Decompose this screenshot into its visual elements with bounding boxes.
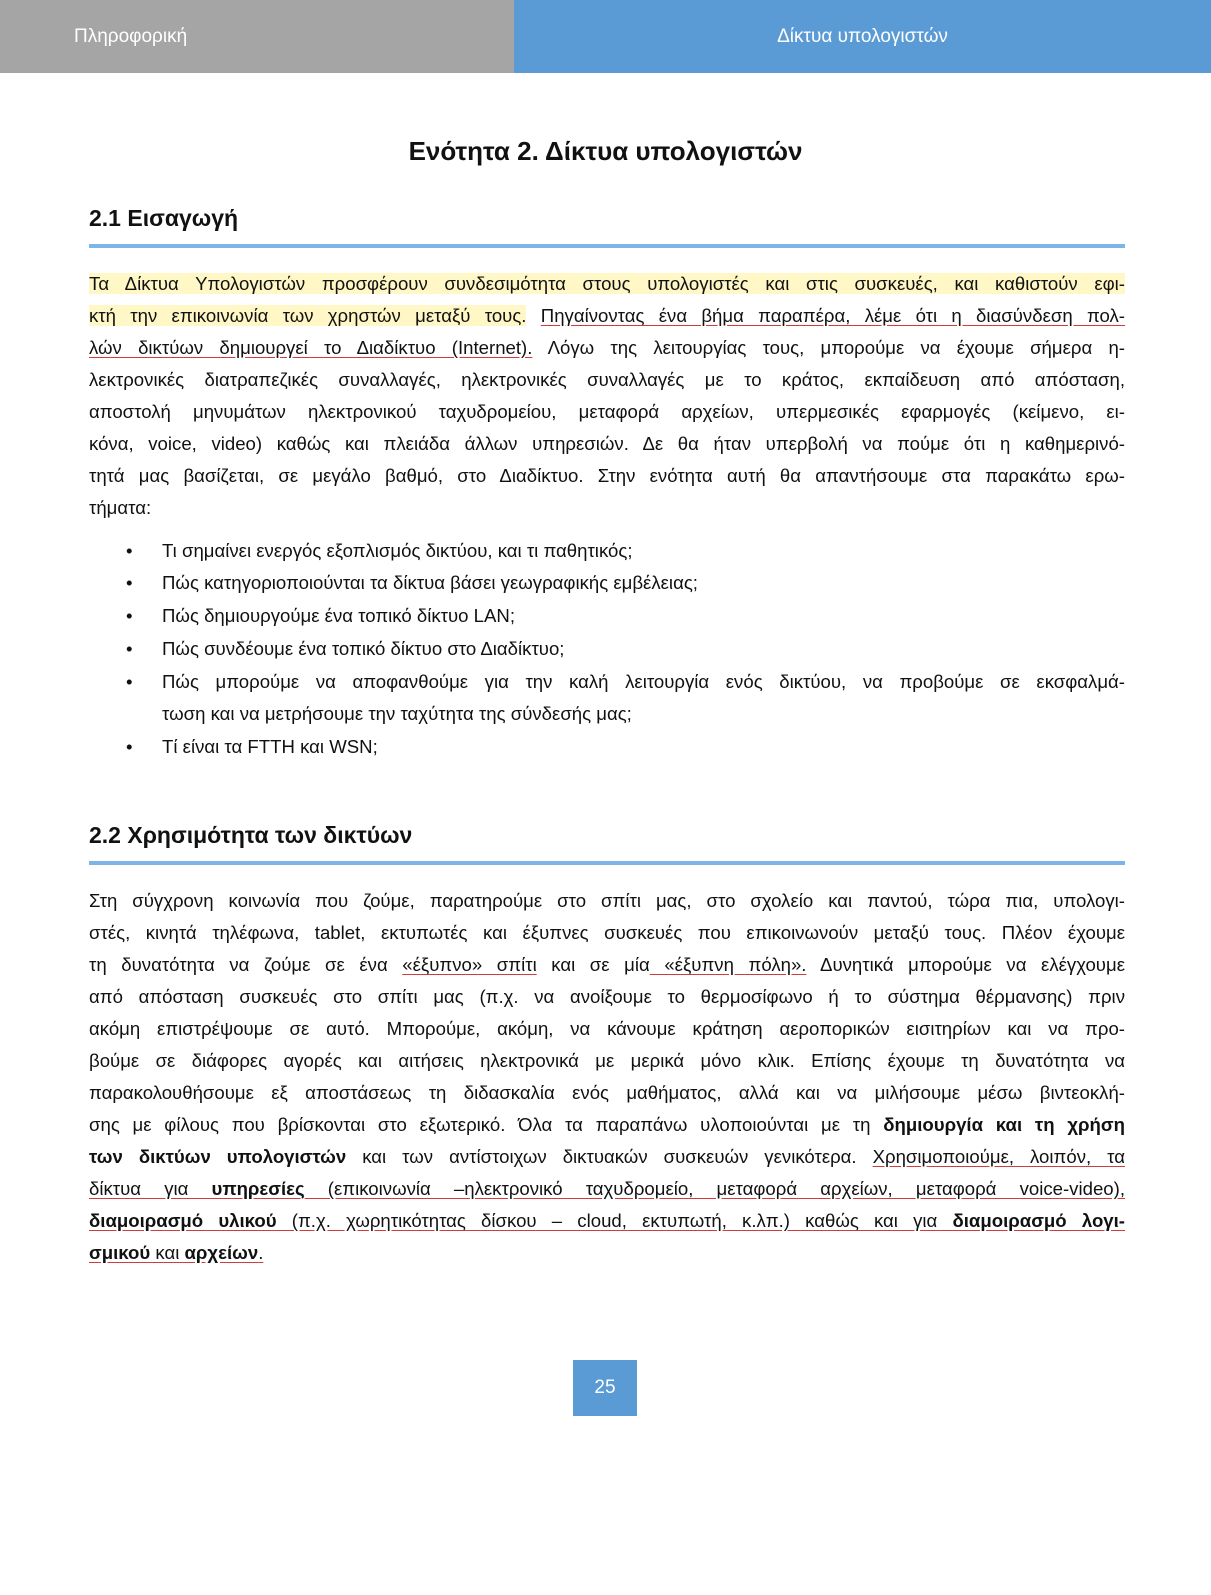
bullet-icon: • bbox=[126, 540, 133, 561]
bold-text: διαμοιρασμό υλικού bbox=[89, 1210, 277, 1231]
paragraph-line: Στη σύγχρονη κοινωνία που ζούμε, παρατηρούμε στο σπίτι μας, στο σχολείο και παντού, τώρα πια, υπολογι- bbox=[89, 890, 1125, 911]
paragraph-line: αποστολή μηνυμάτων ηλεκτρονικού ταχυδρομείου, μεταφορά αρχείων, υπερμεσικές εφαρμογές (κείμενο, ει- bbox=[89, 401, 1125, 422]
text: σης με φίλους που βρίσκονται στο εξωτερικό. Όλα τα παραπάνω υλοποιούνται με τη bbox=[89, 1114, 884, 1135]
paragraph-line: παρακολουθήσουμε εξ αποστάσεως τη διδασκαλία ενός μαθήματος, αλλά και να μιλήσουμε μέσω βιντεοκλή- bbox=[89, 1082, 1125, 1103]
paragraph-line: ακόμη επιστρέψουμε σε αυτό. Μπορούμε, ακόμη, να κάνουμε κράτηση αεροπορικών εισιτηρίων και να προ- bbox=[89, 1018, 1125, 1039]
header-subject: Πληροφορική bbox=[0, 0, 514, 73]
underlined-text: «έξυπνη πόλη». bbox=[649, 954, 807, 975]
section-title: 2.1 Εισαγωγή bbox=[89, 205, 239, 231]
paragraph-line: λεκτρονικές διατραπεζικές συναλλαγές, ηλεκτρονικές συναλλαγές με το κράτος, εκπαίδευση από απόσταση, bbox=[89, 369, 1125, 390]
paragraph-line: κόνα, voice, video) καθώς και πλειάδα άλλων υπηρεσιών. Δε θα ήταν υπερβολή να πούμε ότι η καθημερινό- bbox=[89, 433, 1125, 454]
heading-rule bbox=[89, 861, 1125, 865]
list-item-continuation: τωση και να μετρήσουμε την ταχύτητα της σύνδεσής μας; bbox=[162, 703, 632, 724]
paragraph-line bbox=[89, 1205, 1125, 1237]
heading-rule bbox=[89, 244, 1125, 248]
paragraph-line: από απόσταση συσκευές στο σπίτι μας (π.χ. να ανοίξουμε το θερμοσίφωνο ή το σύστημα θέρμανσης) πριν bbox=[89, 986, 1125, 1007]
text: και bbox=[150, 1242, 185, 1263]
paragraph-line bbox=[89, 300, 1125, 332]
underlined-text: «έξυπνο» σπίτι bbox=[402, 954, 537, 975]
paragraph-line bbox=[89, 1237, 1125, 1269]
text: . bbox=[258, 1242, 264, 1263]
bold-text: δημιουργία και τη χρήση bbox=[883, 1114, 1125, 1135]
chapter-title: Ενότητα 2. Δίκτυα υπολογιστών bbox=[408, 136, 803, 166]
text: τη δυνατότητα να ζούμε σε ένα bbox=[89, 954, 403, 975]
paragraph-line: βούμε σε διάφορες αγορές και αιτήσεις ηλεκτρονικά με μερικά μόνο κλικ. Επίσης έχουμε τη δυνατότητα να bbox=[89, 1050, 1125, 1071]
paragraph-line bbox=[89, 268, 1125, 300]
paragraph-line bbox=[89, 1141, 1125, 1173]
highlighted-text: κτή την επικοινωνία των χρηστών μεταξύ τους. bbox=[89, 305, 527, 326]
list-item: Τι σημαίνει ενεργός εξοπλισμός δικτύου, και τι παθητικός; bbox=[162, 540, 633, 561]
bold-text: υπηρεσίες bbox=[211, 1178, 305, 1199]
text: και σε μία bbox=[536, 954, 650, 975]
list-item: Πώς συνδέουμε ένα τοπικό δίκτυο στο Διαδίκτυο; bbox=[162, 638, 565, 659]
text: Δυνητικά μπορούμε να ελέγχουμε bbox=[806, 954, 1125, 975]
list-item: Τί είναι τα FTTH και WSN; bbox=[162, 736, 378, 757]
underlined-text: Χρησιμοποιούμε, λοιπόν, τα bbox=[872, 1146, 1125, 1167]
paragraph-line: τητά μας βασίζεται, σε μεγάλο βαθμό, στο Διαδίκτυο. Στην ενότητα αυτή θα απαντήσουμε στα παρακάτω ερω- bbox=[89, 465, 1125, 486]
list-item: Πώς δημιουργούμε ένα τοπικό δίκτυο LAN; bbox=[162, 605, 515, 626]
text: και των αντίστοιχων δικτυακών συσκευών γενικότερα. bbox=[346, 1146, 873, 1167]
paragraph-line bbox=[89, 949, 1125, 981]
page-header bbox=[0, 0, 1211, 73]
bullet-icon: • bbox=[126, 605, 133, 626]
underlined-text: Πηγαίνοντας ένα βήμα παραπέρα, λέμε ότι η διασύνδεση πολ- bbox=[540, 305, 1126, 326]
bold-text: των δικτύων υπολογιστών bbox=[89, 1146, 347, 1167]
paragraph-line bbox=[89, 1109, 1125, 1141]
bullet-icon: • bbox=[126, 671, 133, 692]
bullet-icon: • bbox=[126, 638, 133, 659]
paragraph-line bbox=[89, 332, 1125, 364]
section-title: 2.2 Χρησιμότητα των δικτύων bbox=[89, 822, 413, 848]
bullet-icon: • bbox=[126, 572, 133, 593]
text: Λόγω της λειτουργίας τους, μπορούμε να έχουμε σήμερα η- bbox=[532, 337, 1125, 358]
text: (π.χ. χωρητικότητας δίσκου – cloud, εκτυπωτή, κ.λπ.) καθώς και για bbox=[276, 1210, 953, 1231]
paragraph-line: στές, κινητά τηλέφωνα, tablet, εκτυπωτές και έξυπνες συσκευές που επικοινωνούν μεταξύ τους. Πλέον έχουμε bbox=[89, 922, 1125, 943]
page-number: 25 bbox=[573, 1360, 637, 1416]
list-item: Πώς μπορούμε να αποφανθούμε για την καλή λειτουργία ενός δικτύου, να προβούμε σε εκσφαλμά- bbox=[162, 671, 1125, 692]
bold-text: σμικού bbox=[89, 1242, 151, 1263]
section-heading-2-1 bbox=[89, 205, 1125, 248]
paragraph-line bbox=[89, 1173, 1125, 1205]
paragraph-line: τήματα: bbox=[89, 497, 152, 518]
highlighted-text: Τα Δίκτυα Υπολογιστών προσφέρουν συνδεσιμότητα στους υπολογιστές και στις συσκευές, και καθιστούν εφι- bbox=[89, 273, 1125, 294]
text: (επικοινωνία –ηλεκτρονικό ταχυδρομείο, μεταφορά αρχείων, μεταφορά voice-video), bbox=[304, 1178, 1125, 1199]
bold-text: διαμοιρασμό λογι- bbox=[952, 1210, 1125, 1231]
bold-text: αρχείων bbox=[184, 1242, 259, 1263]
text: δίκτυα για bbox=[89, 1178, 212, 1199]
underlined-text: λών δικτύων δημιουργεί το Διαδίκτυο (Internet). bbox=[89, 337, 533, 358]
bullet-icon: • bbox=[126, 736, 133, 757]
list-item: Πώς κατηγοριοποιούνται τα δίκτυα βάσει γεωγραφικής εμβέλειας; bbox=[162, 572, 698, 593]
section-heading-2-2 bbox=[89, 822, 1125, 865]
header-chapter: Δίκτυα υπολογιστών bbox=[514, 0, 1211, 73]
